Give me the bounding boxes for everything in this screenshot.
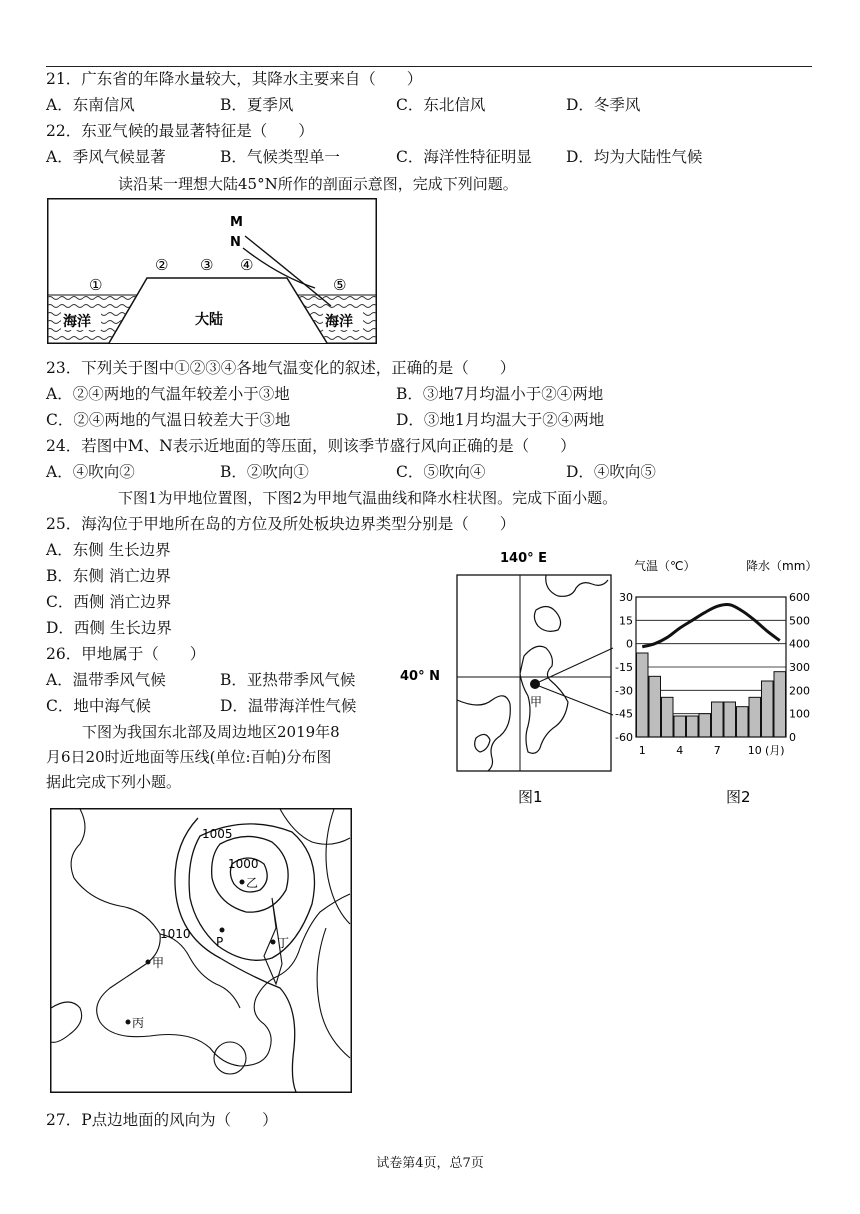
- precip-bar-5: [687, 716, 699, 737]
- precip-bar-4: [674, 716, 686, 737]
- q25-option-d[interactable]: D．西侧 生长边界: [46, 619, 172, 637]
- q24-option-c[interactable]: C．⑤吹向④: [396, 463, 486, 481]
- point-bing: [126, 1020, 131, 1025]
- isobar-1005-label: 1005: [202, 827, 233, 841]
- q25-option-a[interactable]: A．东侧 生长边界: [46, 541, 171, 559]
- q24-option-a[interactable]: A．④吹向②: [46, 463, 135, 481]
- temp-tick-label: -15: [615, 661, 633, 674]
- q23-option-c[interactable]: C．②④两地的气温日较差大于③地: [46, 411, 291, 429]
- q21-option-c[interactable]: C．东北信风: [396, 96, 486, 114]
- label-4: ④: [240, 256, 254, 274]
- q21-option-d[interactable]: D．冬季风: [566, 96, 641, 114]
- temp-tick-label: -60: [615, 731, 633, 744]
- label-m: M: [230, 215, 243, 230]
- precip-bar-2: [649, 676, 661, 737]
- label-land: 大陆: [195, 312, 223, 328]
- point-p: [220, 928, 225, 933]
- q22-option-a[interactable]: A．季风气候显著: [46, 148, 166, 166]
- q22-option-c[interactable]: C．海洋性特征明显: [396, 148, 532, 166]
- q21-option-b[interactable]: B．夏季风: [220, 96, 294, 114]
- intro-isobar-line3: 据此完成下列小题。: [46, 773, 182, 791]
- temp-tick-label: 30: [619, 591, 633, 604]
- intro-isobar-line2: 月6日20时近地面等压线(单位:百帕)分布图: [46, 748, 332, 766]
- continent-profile-figure: [47, 198, 377, 344]
- q25-option-c[interactable]: C．西侧 消亡边界: [46, 593, 172, 611]
- precip-tick-label: 600: [789, 591, 810, 604]
- q25-option-b[interactable]: B．东侧 消亡边界: [46, 567, 171, 585]
- q26-stem: 26．甲地属于（ ）: [46, 645, 206, 663]
- fig1-caption: 图1: [518, 788, 543, 806]
- temp-tick-label: 15: [619, 614, 633, 628]
- precip-bar-3: [662, 697, 674, 737]
- temp-tick-label: -30: [615, 684, 633, 698]
- point-jia: [530, 679, 540, 689]
- q24-option-d[interactable]: D．④吹向⑤: [566, 463, 656, 481]
- q27-stem: 27．P点边地面的风向为（ ）: [46, 1111, 278, 1129]
- point-ding-label: 丁: [277, 936, 290, 950]
- month-tick-label: 7: [713, 744, 721, 757]
- lon-label: 140° E: [500, 551, 548, 566]
- q23-option-a[interactable]: A．②④两地的气温年较差小于③地: [46, 385, 290, 403]
- month-tick-label: 1: [638, 744, 646, 757]
- label-n: N: [230, 235, 241, 250]
- q23-option-d[interactable]: D．③地1月均温大于②④两地: [396, 411, 605, 429]
- q25-stem: 25．海沟位于甲地所在岛的方位及所处板块边界类型分别是（ ）: [46, 515, 516, 533]
- isobar-map-figure: [50, 808, 352, 1093]
- q24-stem: 24．若图中M、N表示近地面的等压面，则该季节盛行风向正确的是（ ）: [46, 437, 576, 455]
- precip-tick-label: 500: [789, 614, 810, 628]
- temp-tick-label: -45: [615, 707, 633, 721]
- intro-climate: 下图1为甲地位置图，下图2为甲地气温曲线和降水柱状图。完成下面小题。: [118, 489, 618, 507]
- q26-option-b[interactable]: B．亚热带季风气候: [220, 671, 356, 689]
- q22-stem: 22．东亚气候的最显著特征是（ ）: [46, 122, 314, 140]
- month-unit-label: (月): [765, 744, 785, 757]
- precip-bar-12: [774, 672, 786, 737]
- month-tick-label: 10: [747, 744, 762, 757]
- q21-stem: 21．广东省的年降水量较大，其降水主要来自（ ）: [46, 70, 423, 88]
- precip-axis-title: 降水（mm）: [746, 559, 818, 573]
- intro-isobar-line1: 下图为我国东北部及周边地区2019年8: [82, 723, 340, 741]
- q22-option-d[interactable]: D．均为大陆性气候: [566, 148, 703, 166]
- month-tick-label: 4: [676, 744, 684, 757]
- precip-bar-7: [712, 702, 724, 737]
- intro-profile: 读沿某一理想大陆45°N所作的剖面示意图，完成下列问题。: [118, 175, 518, 193]
- precip-tick-label: 200: [789, 684, 810, 698]
- precip-bar-11: [762, 681, 774, 737]
- label-ocean-left: 海洋: [63, 314, 91, 330]
- label-5: ⑤: [333, 276, 347, 294]
- label-2: ②: [155, 256, 169, 274]
- q21-option-a[interactable]: A．东南信风: [46, 96, 135, 114]
- label-3: ③: [200, 256, 214, 274]
- fig2-caption: 图2: [726, 788, 751, 806]
- precip-tick-label: 100: [789, 707, 810, 721]
- lat-label: 40° N: [400, 669, 440, 684]
- temp-axis-title: 气温（℃）: [634, 559, 696, 573]
- header-rule: [46, 66, 812, 67]
- q22-option-b[interactable]: B．气候类型单一: [220, 148, 340, 166]
- isobar-1010-label: 1010: [160, 927, 191, 941]
- label-ocean-right: 海洋: [325, 314, 353, 330]
- point-yi-label: 乙: [246, 876, 259, 890]
- precip-bar-6: [699, 714, 711, 737]
- point-bing-label: 丙: [132, 1016, 145, 1030]
- q26-option-d[interactable]: D．温带海洋性气候: [220, 697, 357, 715]
- point-yi: [240, 880, 245, 885]
- page-footer: 试卷第4页，总7页: [376, 1156, 484, 1171]
- precip-tick-label: 400: [789, 637, 810, 651]
- point-jia2-label: 甲: [152, 956, 165, 970]
- location-map-figure: [396, 540, 621, 815]
- precip-tick-label: 0: [789, 731, 796, 744]
- q26-option-a[interactable]: A．温带季风气候: [46, 671, 166, 689]
- climate-chart: [614, 550, 834, 815]
- label-1: ①: [89, 276, 103, 294]
- point-jia-label: 甲: [530, 695, 543, 709]
- isobar-1000-label: 1000: [228, 857, 259, 871]
- point-jia2: [146, 960, 151, 965]
- precip-bar-9: [737, 707, 749, 737]
- q23-option-b[interactable]: B．③地7月均温小于②④两地: [396, 385, 604, 403]
- q26-option-c[interactable]: C．地中海气候: [46, 697, 151, 715]
- q24-option-b[interactable]: B．②吹向①: [220, 463, 309, 481]
- precip-bar-10: [749, 697, 761, 737]
- point-ding: [271, 940, 276, 945]
- precip-bar-8: [724, 702, 736, 737]
- precip-tick-label: 300: [789, 661, 810, 674]
- temperature-curve: [642, 605, 780, 647]
- point-p-label: P: [216, 935, 224, 949]
- q23-stem: 23．下列关于图中①②③④各地气温变化的叙述，正确的是（ ）: [46, 359, 516, 377]
- precip-bar-1: [637, 653, 649, 737]
- temp-tick-label: 0: [626, 637, 633, 651]
